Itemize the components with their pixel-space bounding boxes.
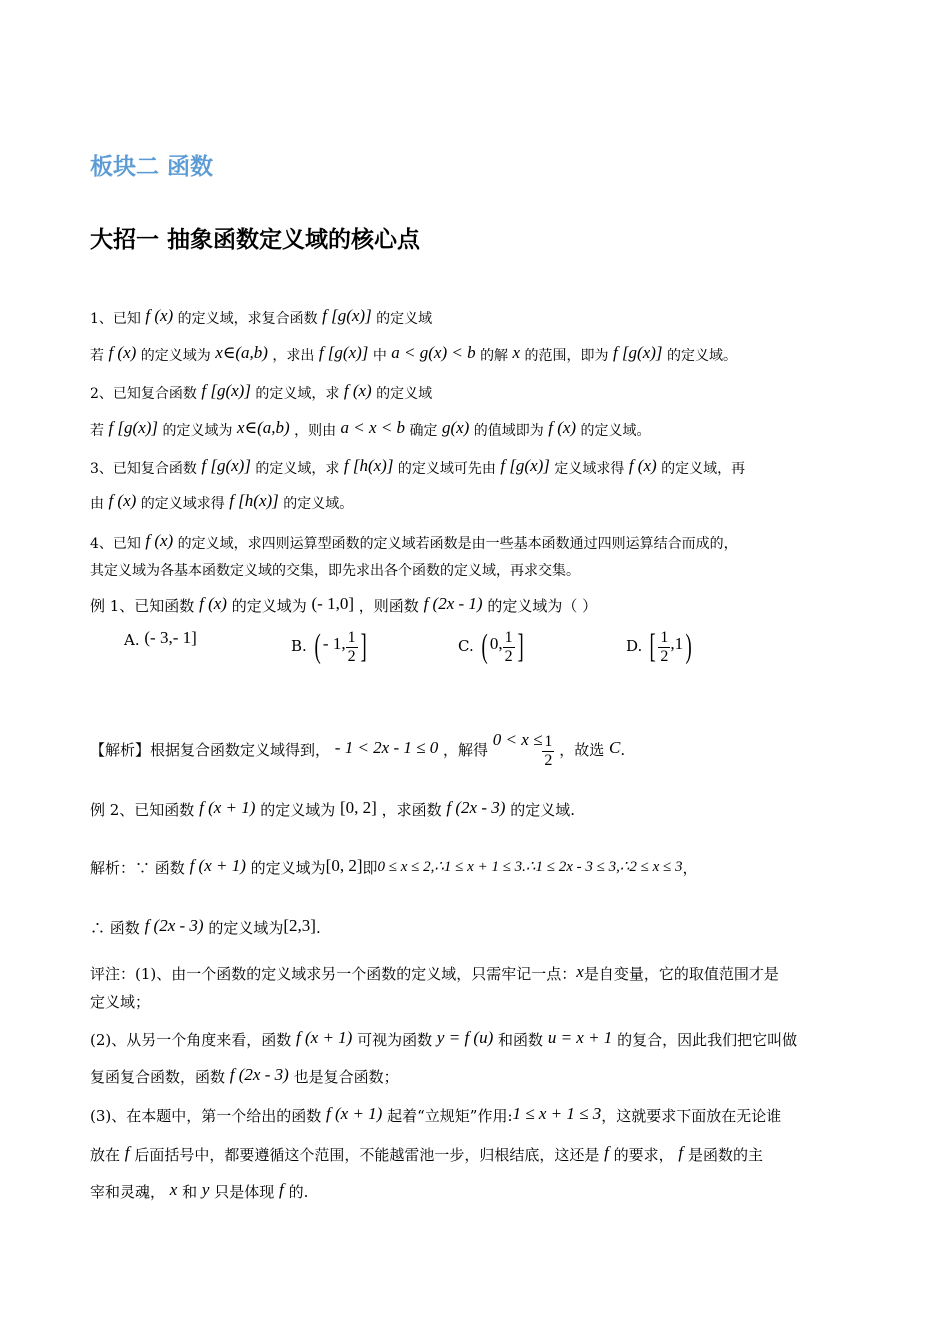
math-fgx: f [g(x)] xyxy=(500,456,550,475)
math-x: x xyxy=(576,962,584,981)
text: 若 xyxy=(90,423,104,439)
text: ，解得 xyxy=(443,741,489,759)
text: 例 2、已知函数 xyxy=(90,801,195,819)
text: 中 xyxy=(372,348,387,364)
math-fx: f (x) xyxy=(108,491,137,510)
text: 的定义域，求复合函数 xyxy=(177,311,318,327)
math-fgx: f [g(x)] xyxy=(108,418,159,437)
text: 的定义域，再 xyxy=(661,461,746,477)
math-fx: f (x) xyxy=(145,531,174,550)
math-chain: 0 ≤ x ≤ 2,∴1 ≤ x + 1 ≤ 3.∴1 ≤ 2x - 3 ≤ 3,∴2 ≤ x ≤ 3 xyxy=(377,859,683,875)
text: . xyxy=(315,919,321,937)
point-4-line-2: 其定义域为各基本函数定义域的交集，即先求出各个函数的定义域，再求交集。 xyxy=(90,563,580,579)
text: 和函数 xyxy=(498,1031,544,1049)
math-domain: [0, 2] xyxy=(325,856,363,875)
section-title: 板块二 函数 xyxy=(90,154,214,180)
fraction-den: 2 xyxy=(347,647,356,665)
text: 的定义域 xyxy=(376,311,433,327)
math-domain: [2,3] xyxy=(283,916,316,935)
text: 解析：∵ 函数 xyxy=(90,859,185,877)
comment-2 xyxy=(90,1028,797,1050)
math-inequality: 1 ≤ x + 1 ≤ 3 xyxy=(512,1104,602,1123)
math-x: x xyxy=(512,343,521,362)
math-inequality: a < x < b xyxy=(340,418,406,437)
math-fgx: f [g(x)] xyxy=(612,343,663,362)
math-fhx: f [h(x)] xyxy=(229,491,279,510)
text: 的解 xyxy=(480,348,509,364)
fraction-half xyxy=(346,629,358,666)
math-func: f (2x - 3) xyxy=(446,798,506,817)
point-3-line-2 xyxy=(90,491,353,514)
text: ，故选 xyxy=(559,741,605,759)
text: 是自变量，它的取值范围才是 xyxy=(583,965,779,983)
option-label: C. xyxy=(458,637,474,655)
text: ，则函数 xyxy=(358,597,419,615)
math-fx: f (x) xyxy=(108,343,137,362)
math-fx: f (x) xyxy=(548,418,577,437)
math-func: y = f (u) xyxy=(436,1028,494,1047)
fraction-num: 1 xyxy=(660,628,669,646)
math-f: f xyxy=(124,1143,130,1162)
text: 复函复合函数，函数 xyxy=(90,1068,226,1086)
text: 的定义域为 xyxy=(231,597,307,615)
math-fx: f (x) xyxy=(199,594,227,613)
text: . xyxy=(620,741,626,759)
option-a[interactable] xyxy=(124,628,197,649)
option-label: D. xyxy=(626,637,643,655)
math-func: f (x + 1) xyxy=(189,856,246,875)
text: 的定义域. xyxy=(510,801,575,819)
text: 的值域即为 xyxy=(473,423,544,439)
math-f: f xyxy=(604,1143,609,1162)
text: ，则由 xyxy=(294,423,337,439)
text: 的. xyxy=(288,1183,309,1201)
math-interval: x∈(a,b) xyxy=(215,343,268,362)
text: ，求函数 xyxy=(381,801,442,819)
point-3-line-1 xyxy=(90,456,745,479)
example-2-solution xyxy=(90,856,698,878)
text: 的定义域为 xyxy=(162,423,233,439)
comment-3-line-2 xyxy=(90,1143,763,1165)
text: 由 xyxy=(90,496,104,512)
option-c[interactable] xyxy=(458,628,526,666)
math-f: f xyxy=(279,1180,284,1199)
point-2-line-2 xyxy=(90,418,651,441)
comment-3-line-3 xyxy=(90,1180,308,1202)
math-func: u = x + 1 xyxy=(547,1028,613,1047)
comment-3 xyxy=(90,1104,781,1126)
text: 起着“立规矩”作用: xyxy=(387,1107,513,1125)
text: 的定义域为 xyxy=(140,348,211,364)
text: 的定义域为 xyxy=(250,859,326,877)
text: 宰和灵魂， xyxy=(90,1183,166,1201)
fraction-num: 1 xyxy=(504,628,513,646)
example-2-question xyxy=(90,798,575,820)
math-func: f (x + 1) xyxy=(296,1028,353,1047)
point-1-line-1 xyxy=(90,306,432,329)
text: 【解析】根据复合函数定义域得到， xyxy=(90,741,331,759)
text: 只是体现 xyxy=(214,1183,275,1201)
math-fgx: f [g(x)] xyxy=(318,343,369,362)
text: 确定 xyxy=(409,423,438,439)
text: (2)、从另一个角度来看，函数 xyxy=(90,1031,292,1049)
text: 例 1、已知函数 xyxy=(90,597,195,615)
option-label: B. xyxy=(291,637,307,655)
math-fgx: f [g(x)] xyxy=(201,381,251,400)
math-inequality: a < g(x) < b xyxy=(391,343,476,362)
text: ，这就要求下面放在无论谁 xyxy=(601,1107,782,1125)
math-func: f (2x - 3) xyxy=(144,916,204,935)
math-inequality: - 1 < 2x - 1 ≤ 0 xyxy=(334,738,439,757)
math-domain: [0, 2] xyxy=(339,798,377,817)
text: 的定义域。 xyxy=(283,496,354,512)
text: 的定义域，求 xyxy=(255,386,340,402)
paren-open: ( xyxy=(481,628,488,665)
math-fx: f (x) xyxy=(628,456,657,475)
math-interval: x∈(a,b) xyxy=(236,418,290,437)
point-4-head: 4、已知 xyxy=(90,536,141,552)
math-func: f (2x - 1) xyxy=(423,594,483,613)
example-1-question xyxy=(90,594,597,616)
fraction-num: 1 xyxy=(347,628,356,646)
math-fx: f (x) xyxy=(343,381,372,400)
point-1-head: 1、已知 xyxy=(90,311,141,327)
point-1-line-2 xyxy=(90,343,737,366)
point-3-head: 3、已知复合函数 xyxy=(90,461,197,477)
chapter-title: 大招一 抽象函数定义域的核心点 xyxy=(90,227,421,253)
text: ， xyxy=(682,859,698,877)
text: 是函数的主 xyxy=(687,1146,763,1164)
option-b[interactable] xyxy=(291,628,369,666)
text: 后面括号中，都要遵循这个范围，不能越雷池一步，归根结底，这还是 xyxy=(134,1146,600,1164)
text: 的定义域，求 xyxy=(255,461,340,477)
text: 和 xyxy=(182,1183,198,1201)
option-value: - 1, xyxy=(322,634,346,653)
paren-close: ) xyxy=(685,628,692,665)
text: ∴ 函数 xyxy=(90,919,140,937)
math-fx: f (x) xyxy=(145,306,174,325)
text: 的定义域可先由 xyxy=(397,461,496,477)
math-inequality: 0 < x ≤ xyxy=(492,730,543,749)
text: ，求出 xyxy=(272,348,315,364)
text: 即 xyxy=(362,859,378,877)
comment-2-line-2 xyxy=(90,1065,399,1087)
example-1-analysis xyxy=(90,730,625,770)
text: 的定义域。 xyxy=(580,423,651,439)
paren-open: ( xyxy=(314,628,321,665)
math-gx: g(x) xyxy=(441,418,470,437)
text: 也是复合函数； xyxy=(293,1068,399,1086)
point-2-head: 2、已知复合函数 xyxy=(90,386,197,402)
text: 的定义域 xyxy=(376,386,433,402)
fraction-half xyxy=(658,629,670,666)
comment-1-line-2: 定义域； xyxy=(90,993,151,1011)
math-fgx: f [g(x)] xyxy=(322,306,372,325)
text: 的定义域为（ ） xyxy=(487,597,598,615)
fraction-num: 1 xyxy=(544,732,553,750)
bracket-open: [ xyxy=(649,628,656,665)
text: 的定义域为 xyxy=(208,919,284,937)
option-value: (- 3,- 1] xyxy=(144,628,197,647)
option-d[interactable] xyxy=(626,628,694,666)
text: 的范围，即为 xyxy=(524,348,609,364)
math-domain: (- 1,0] xyxy=(311,594,354,613)
math-y: y xyxy=(201,1180,210,1199)
math-func: f (x + 1) xyxy=(199,798,256,817)
text: 放在 xyxy=(90,1146,121,1164)
text: 若 xyxy=(90,348,104,364)
math-f: f xyxy=(678,1143,684,1162)
option-value: 0, xyxy=(489,634,503,653)
comment-1 xyxy=(90,962,779,984)
bracket-close: ] xyxy=(360,628,367,665)
math-x: x xyxy=(169,1180,178,1199)
text: 的定义域为 xyxy=(260,801,336,819)
bracket-close: ] xyxy=(517,628,524,665)
fraction-den: 2 xyxy=(504,647,513,665)
text: 的定义域求得 xyxy=(140,496,225,512)
fraction-den: 2 xyxy=(544,751,553,769)
math-func: f (2x - 3) xyxy=(229,1065,289,1084)
text: 可视为函数 xyxy=(357,1031,433,1049)
text: 的定义域，求四则运算型函数的定义域若函数是由一些基本函数通过四则运算结合而成的， xyxy=(177,536,738,552)
text: 的定义域。 xyxy=(667,348,737,364)
fraction-half xyxy=(503,629,515,666)
text: 的复合，因此我们把它叫做 xyxy=(617,1031,798,1049)
text: 定义域求得 xyxy=(554,461,625,477)
text: 评注：(1)、由一个函数的定义域求另一个函数的定义域，只需牢记一点： xyxy=(90,965,577,983)
example-2-conclusion xyxy=(90,916,321,938)
fraction-den: 2 xyxy=(660,647,669,665)
fraction-half xyxy=(542,733,554,770)
math-func: f (x + 1) xyxy=(326,1104,383,1123)
point-4-line-1 xyxy=(90,531,738,554)
option-label: A. xyxy=(124,631,140,649)
point-2-line-1 xyxy=(90,381,432,404)
text: (3)、在本题中，第一个给出的函数 xyxy=(90,1107,322,1125)
answer: C xyxy=(608,738,621,757)
math-fgx: f [g(x)] xyxy=(201,456,251,475)
option-value: ,1 xyxy=(670,634,684,653)
text: 的要求， xyxy=(613,1146,674,1164)
math-fhx: f [h(x)] xyxy=(343,456,394,475)
